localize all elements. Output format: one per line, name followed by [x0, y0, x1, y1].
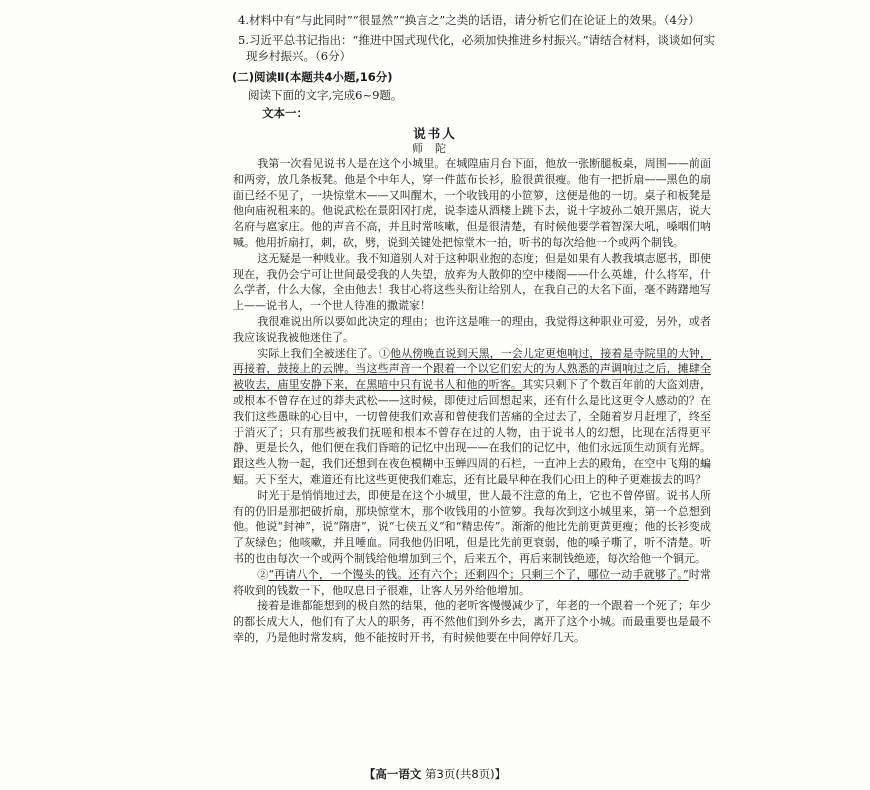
paragraph-6-lead: ② — [257, 567, 269, 581]
question-5-line-1: 5.习近平总书记指出：“推进中国式现代化，必须加快推进乡村振兴。”请结合材料，谈谈如何实 — [238, 33, 715, 47]
section-instruction: 阅读下面的文字,完成6~9题。 — [248, 88, 403, 102]
paragraph-7: 接着是谁都能想到的极自然的结果，他的老听客慢慢减少了，年老的一个跟着一个死了；年少的都长成大人，他们有了大人的职务，再不然他们到外乡去，离开了这个小城。而最重要也是最不幸的，乃是他时常发病，他不能按时开书，有时候他要在中间停好几天。 — [233, 599, 711, 644]
paragraph-6 — [233, 567, 711, 599]
paragraph-2: 这无疑是一种贱业。我不知道别人对于这种职业抱的态度；但是如果有人教我填志愿书，即使现在，我仍会宁可让世间最受我的人失望，放弃为人散仰的空中楼阁——什么英雄，什么将军，什么学者，什么大傢，全由他去！我甘心将这些头衔让给别人，在我自己的大名下面，毫不踌躇地写上——说书人，一个世人待准的撒谎家！ — [233, 251, 711, 313]
paragraph-4-rest: 其实只剩下了个数百年前的大盗刘唐，或根本不曾存在过的莽夫武松——这时候，即使过后回想起来，还有什么是比这更令人感动的？在我们这些愚昧的心目中，一切曾使我们欢喜和曾使我们苦痛的全过去了，全随着岁月赶埋了，终至于消灭了；只有那些被我们抚嗟和根本不曾存在过的人物，由于说书人的幻想，比现在活得更平静、更是长久，他们便在我们昏暗的记忆中出现——在我们的记忆中，他们永远顶生动顶有光辉。跟这些人物一起，我们还想到在夜色模糊中玉蝉四周的石栏，一直冲上去的殿角，在空中飞翔的蝙蝠。天下至大，难道还有比这些更使我们难忘，还有比最早种在我们心田上的种子更难拔去的吗？ — [233, 378, 711, 486]
article-author: 师陀 — [412, 142, 458, 155]
article-title: 说书人 — [413, 126, 457, 141]
question-4: 4.材料中有“与此同时”“很显然”“换言之”之类的话语，请分析它们在论证上的效果。（4分） — [238, 13, 700, 27]
underlined-sentence-1: 他从傍晚直说到天黑，一会儿定更炮响过，接着是寺院里的大钟，再接着，鼓接上的云牌。当这些声音一个跟着一个以它们宏大的为人熟悉的声调响过之后，摊肆全被收去，庙里安静下来，在黑暗中只有说书人和他的听客。 — [233, 346, 711, 392]
paragraph-1: 我第一次看见说书人是在这个小城里。在城隍庙月台下面，他放一张断腿板桌，周围——前面和两旁，放几条板凳。他是个中年人，穿一件蓝布长衫，脸很黄很瘦。他有一把折扇——黑色的扇面已经不见了，一块惊堂木——又叫醒木，一个收钱用的小笸箩，这便是他的一切。桌子和板凳是他向庙祝租来的。他说武松在景阳冈打虎，说李逵从酒楼上跳下去，说十字坡孙二娘开黑店，说大名府与扈家庄。他的声音不高，并且时常咳嗽，但是很清楚，有时候他要学着智深大吼，嗓咽们呐喊。他用折扇打，刺，砍，劈，说到关键处把惊堂木一拍，听书的每次给他一个或两个制钱。 — [233, 157, 711, 249]
footer-page-number: 第3页(共8页)】 — [425, 767, 507, 781]
paragraph-4-lead: 实际上我们全被迷住了。① — [257, 346, 391, 360]
paragraph-3: 我很难说出所以要如此决定的理由；也许这是唯一的理由，我觉得这种职业可爱，另外，或者我应该说我被他迷住了。 — [233, 314, 711, 344]
paragraph-6-rest: 时常将收到的钱数一下，他叹息日子很难，让客人另外给他增加。 — [233, 567, 712, 597]
underlined-sentence-2: “再请八个，一个馒头的钱。还有六个；还剩四个；只剩三个了，哪位一动手就够了。” — [268, 567, 689, 581]
section-heading: (二)阅读Ⅱ(本题共4小题,16分) — [232, 70, 393, 84]
text-label: 文本一： — [262, 106, 308, 120]
footer-subject: 【高一语文 — [363, 767, 422, 781]
paragraph-4 — [233, 346, 711, 488]
article-body — [233, 156, 711, 646]
page-footer — [0, 766, 870, 782]
question-5-line-2: 现乡村振兴。（6分） — [246, 49, 352, 63]
paragraph-5: 时光于是悄悄地过去，即使是在这个小城里，世人最不注意的角上，它也不曾停留。说书人所有的仍旧是那把破折扇，那块惊堂木，那个收钱用的小笸箩。我每次到这小城里来，第一个总想到他。他说“封神”，说“隋唐”，说“七侠五义”和“精忠传”。渐渐的他比先前更黄更瘦；他的长衫变成了灰绿色；他咳嗽，并且唾血。同我他仍旧吼，但是比先前更衰弱，他的嗓子嘶了，听不清楚。听书的也由每次一个或两个制钱给他增加到三个，后来五个，再后来制钱绝迹，每次给他一个铜元。 — [233, 488, 711, 565]
